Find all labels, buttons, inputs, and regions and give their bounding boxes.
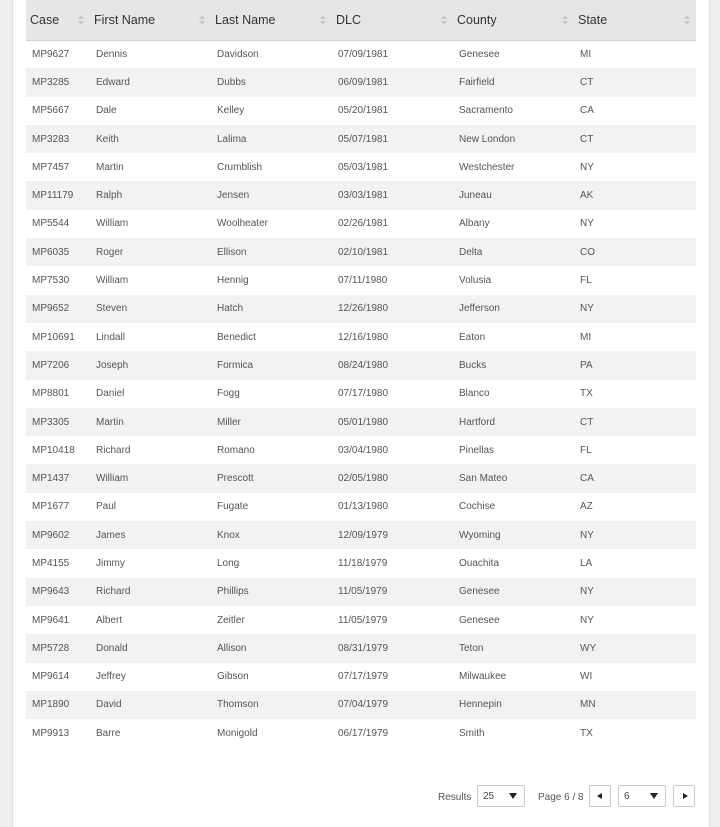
cell-first-name: Jimmy [96,557,125,569]
prev-page-button[interactable] [589,785,611,807]
cell-first-name: Edward [96,76,130,88]
cell-county: Bucks [459,359,487,371]
cell-first-name: Martin [96,161,124,173]
table-row[interactable] [26,634,696,662]
cell-state: CT [580,416,594,428]
cell-county: Westchester [459,161,515,173]
table-body [26,40,696,747]
cell-last-name: Thomson [217,699,259,711]
cell-last-name: Knox [217,529,240,541]
column-header-last-name[interactable] [211,0,332,40]
cell-dlc: 05/01/1980 [338,416,389,428]
pagination-bar [13,785,711,809]
cell-dlc: 07/17/1980 [338,388,389,400]
cell-first-name: Steven [96,303,128,315]
cell-last-name: Benedict [217,331,256,343]
cell-state: WI [580,671,593,683]
cell-case: MP1890 [32,699,70,711]
cell-first-name: Ralph [96,190,123,202]
cell-dlc: 08/24/1980 [338,359,389,371]
cell-dlc: 12/26/1980 [338,303,389,315]
cell-state: TX [580,388,593,400]
cell-last-name: Ellison [217,246,247,258]
cell-dlc: 05/20/1981 [338,105,389,117]
cell-first-name: James [96,529,126,541]
results-per-page-value: 25 [483,791,495,802]
cell-last-name: Romano [217,444,255,456]
cell-first-name: Dennis [96,48,128,60]
cell-last-name: Hennig [217,275,249,287]
page-select-value: 6 [624,791,630,802]
cell-last-name: Allison [217,642,247,654]
table-row[interactable] [26,493,696,521]
cell-last-name: Kelley [217,105,245,117]
column-header-label: State [578,12,608,27]
cell-case: MP3305 [32,416,70,428]
table-row[interactable] [26,719,696,747]
cell-state: CA [580,473,594,485]
cell-county: Blanco [459,388,490,400]
cell-case: MP10418 [32,444,75,456]
table-row[interactable] [26,153,696,181]
table-row[interactable] [26,606,696,634]
column-header-dlc[interactable] [332,0,453,40]
cell-last-name: Jensen [217,190,250,202]
cell-county: Fairfield [459,76,495,88]
table-row[interactable] [26,97,696,125]
cell-county: Albany [459,218,490,230]
cell-state: CO [580,246,595,258]
cell-case: MP1677 [32,501,70,513]
cell-last-name: Monigold [217,727,258,739]
prev-page-icon [597,793,602,799]
cell-dlc: 07/04/1979 [338,699,389,711]
cell-last-name: Zeitler [217,614,245,626]
table-row[interactable] [26,549,696,577]
cell-state: MI [580,48,592,60]
cell-first-name: Lindall [96,331,125,343]
table-row[interactable] [26,181,696,209]
cell-dlc: 01/13/1980 [338,501,389,513]
cell-case: MP7530 [32,275,70,287]
cell-county: Cochise [459,501,496,513]
cell-last-name: Woolheater [217,218,268,230]
cell-case: MP5544 [32,218,70,230]
cell-dlc: 02/10/1981 [338,246,389,258]
page-select[interactable] [618,785,666,807]
table-row[interactable] [26,436,696,464]
cell-last-name: Miller [217,416,241,428]
chevron-down-icon [650,793,658,799]
cell-state: LA [580,557,593,569]
cell-first-name: Joseph [96,359,129,371]
results-per-page-select[interactable] [477,785,525,807]
column-header-first-name[interactable] [90,0,211,40]
results-table-container [26,0,696,747]
cell-case: MP6035 [32,246,70,258]
cell-county: Genesee [459,586,500,598]
cell-first-name: William [96,473,129,485]
cell-case: MP9602 [32,529,70,541]
cell-case: MP9641 [32,614,70,626]
table-row[interactable] [26,663,696,691]
table-header-row [26,0,696,40]
cell-first-name: Daniel [96,388,125,400]
cell-dlc: 06/09/1981 [338,76,389,88]
table-row[interactable] [26,323,696,351]
cell-county: Genesee [459,614,500,626]
table-row[interactable] [26,691,696,719]
table-row[interactable] [26,464,696,492]
cell-last-name: Gibson [217,671,249,683]
cell-first-name: Paul [96,501,117,513]
cell-first-name: William [96,218,129,230]
cell-dlc: 11/05/1979 [338,586,388,598]
cell-state: AZ [580,501,593,513]
results-label: Results [438,792,472,803]
cell-first-name: Dale [96,105,117,117]
cell-case: MP11179 [32,190,74,202]
cell-first-name: Roger [96,246,124,258]
cell-state: FL [580,275,592,287]
cell-dlc: 02/05/1980 [338,473,389,485]
cell-county: Ouachita [459,557,500,569]
cell-dlc: 07/11/1980 [338,275,388,287]
sort-icon[interactable] [320,14,326,26]
sort-icon[interactable] [562,14,568,26]
cell-dlc: 05/03/1981 [338,161,389,173]
table-row[interactable] [26,295,696,323]
sort-icon[interactable] [199,14,205,26]
cell-last-name: Dubbs [217,76,246,88]
column-header-state[interactable] [574,0,696,40]
cell-case: MP5728 [32,642,70,654]
cell-first-name: David [96,699,122,711]
cell-last-name: Formica [217,359,254,371]
cell-case: MP1437 [32,473,70,485]
table-row[interactable] [26,266,696,294]
cell-dlc: 07/09/1981 [338,48,389,60]
cell-state: NY [580,586,594,598]
cell-first-name: Barre [96,727,121,739]
column-header-label: First Name [94,12,156,27]
column-header-label: County [457,12,497,27]
cell-dlc: 05/07/1981 [338,133,389,145]
cell-county: Eaton [459,331,486,343]
cell-last-name: Crumblish [217,161,263,173]
cell-state: NY [580,529,594,541]
cell-last-name: Fogg [217,388,240,400]
cell-dlc: 11/05/1979 [338,614,388,626]
table-row[interactable] [26,238,696,266]
table-row[interactable] [26,68,696,96]
cell-first-name: Richard [96,586,131,598]
cell-state: NY [580,614,594,626]
table-row[interactable] [26,521,696,549]
cell-case: MP10691 [32,331,75,343]
cell-last-name: Hatch [217,303,244,315]
column-header-county[interactable] [453,0,574,40]
cell-county: Volusia [459,275,492,287]
sort-icon[interactable] [78,14,84,26]
cell-case: MP4155 [32,557,70,569]
page-indicator: Page 6 / 8 [538,792,584,803]
cell-first-name: William [96,275,129,287]
column-header-label: Case [30,12,60,27]
cell-county: Wyoming [459,529,501,541]
cell-first-name: Martin [96,416,124,428]
cell-state: NY [580,218,594,230]
table-row[interactable] [26,380,696,408]
cell-case: MP5667 [32,105,70,117]
cell-dlc: 12/09/1979 [338,529,389,541]
cell-last-name: Phillips [217,586,249,598]
cell-county: Juneau [459,190,492,202]
column-header-label: Last Name [215,12,276,27]
cell-state: WY [580,642,597,654]
cell-county: Jefferson [459,303,500,315]
cell-first-name: Jeffrey [96,671,126,683]
table-row[interactable] [26,210,696,238]
cell-dlc: 12/16/1980 [338,331,389,343]
cell-dlc: 08/31/1979 [338,642,389,654]
cell-state: CT [580,133,594,145]
cell-last-name: Long [217,557,240,569]
cell-dlc: 06/17/1979 [338,727,389,739]
cell-state: CA [580,105,594,117]
cell-state: AK [580,190,594,202]
cell-case: MP7457 [32,161,70,173]
cell-case: MP9652 [32,303,70,315]
cell-county: San Mateo [459,473,508,485]
cell-county: New London [459,133,516,145]
cell-county: Sacramento [459,105,513,117]
cell-county: Teton [459,642,484,654]
next-page-icon [683,793,688,799]
cell-case: MP9643 [32,586,70,598]
cell-dlc: 03/03/1981 [338,190,389,202]
cell-case: MP9913 [32,727,70,739]
cell-state: NY [580,161,594,173]
cell-dlc: 02/26/1981 [338,218,389,230]
column-header-label: DLC [336,12,362,27]
cell-county: Delta [459,246,483,258]
cell-first-name: Keith [96,133,119,145]
next-page-button[interactable] [673,785,695,807]
cell-first-name: Albert [96,614,123,626]
cell-state: CT [580,76,594,88]
cell-state: TX [580,727,593,739]
cell-case: MP9627 [32,48,70,60]
cell-case: MP9614 [32,671,70,683]
cell-dlc: 11/18/1979 [338,557,388,569]
cell-last-name: Lalima [217,133,247,145]
cell-county: Hartford [459,416,496,428]
table-row[interactable] [26,40,696,68]
sort-icon[interactable] [684,14,690,26]
cell-state: MN [580,699,596,711]
cell-county: Milwaukee [459,671,507,683]
cell-case: MP3285 [32,76,70,88]
cell-state: MI [580,331,592,343]
results-table [26,0,696,747]
cell-county: Pinellas [459,444,495,456]
chevron-down-icon [509,793,517,799]
cell-state: NY [580,303,594,315]
cell-state: PA [580,359,593,371]
cell-case: MP8801 [32,388,70,400]
cell-last-name: Fugate [217,501,249,513]
cell-first-name: Richard [96,444,131,456]
cell-county: Genesee [459,48,500,60]
cell-first-name: Donald [96,642,128,654]
table-row[interactable] [26,125,696,153]
results-panel [12,0,710,827]
cell-county: Smith [459,727,485,739]
cell-case: MP7206 [32,359,70,371]
column-header-case[interactable] [26,0,90,40]
table-row[interactable] [26,408,696,436]
cell-dlc: 03/04/1980 [338,444,389,456]
cell-last-name: Davidson [217,48,259,60]
cell-dlc: 07/17/1979 [338,671,389,683]
table-row[interactable] [26,578,696,606]
sort-icon[interactable] [441,14,447,26]
cell-last-name: Prescott [217,473,254,485]
cell-state: FL [580,444,592,456]
cell-case: MP3283 [32,133,70,145]
table-row[interactable] [26,351,696,379]
cell-county: Hennepin [459,699,502,711]
